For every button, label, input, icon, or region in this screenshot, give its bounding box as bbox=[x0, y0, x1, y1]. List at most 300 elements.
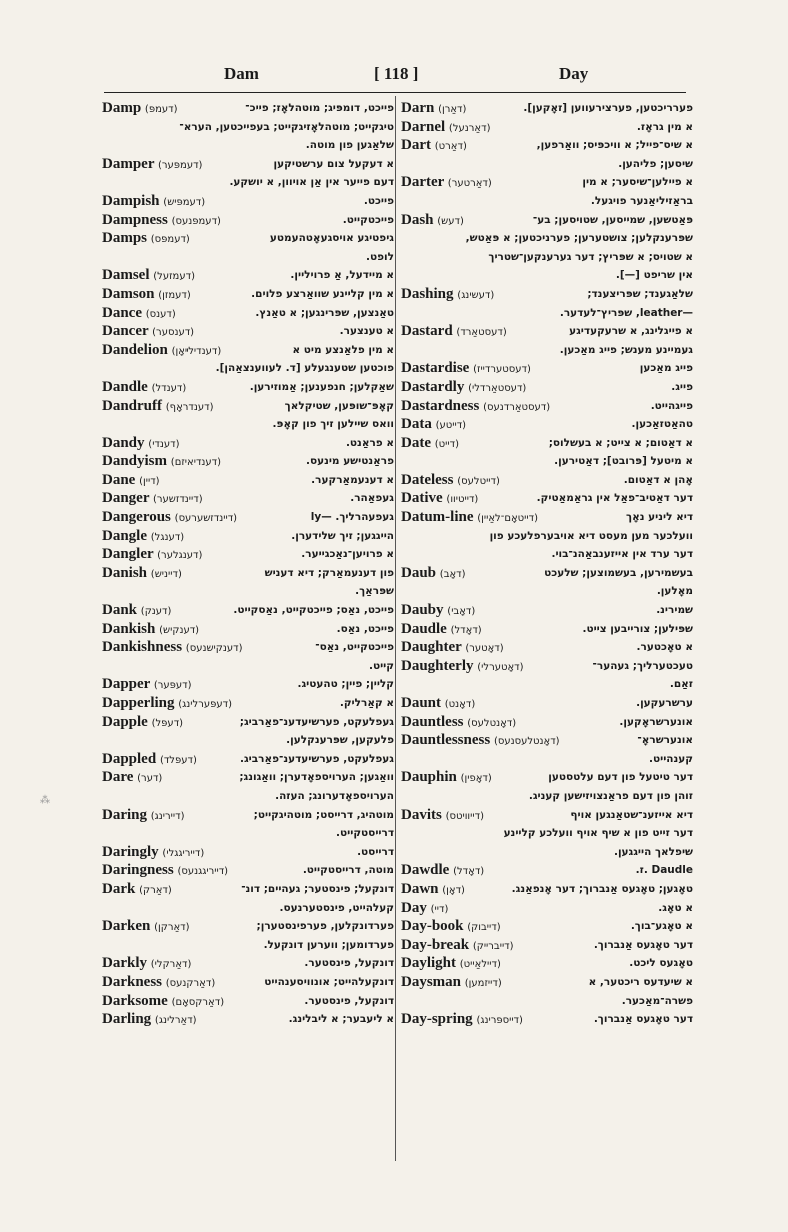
definition: א מין פלאַנצע מיט א bbox=[292, 343, 394, 356]
definition: זאַם. bbox=[669, 678, 693, 691]
entry-continuation bbox=[401, 248, 693, 267]
headword bbox=[401, 954, 501, 973]
headword bbox=[102, 713, 183, 732]
headword-text: Daring bbox=[102, 806, 147, 823]
dictionary-entry bbox=[102, 954, 394, 973]
dictionary-entry bbox=[401, 99, 693, 118]
headword bbox=[401, 359, 531, 378]
headword-text: Damp bbox=[102, 100, 142, 116]
definition: מוטה, דרייסטקייט. bbox=[302, 864, 394, 877]
pronunciation: (דענדראָף) bbox=[165, 401, 214, 413]
dictionary-entry bbox=[102, 489, 394, 508]
headword-text: Damsel bbox=[102, 267, 150, 284]
headword bbox=[102, 489, 203, 508]
dictionary-entry bbox=[102, 601, 394, 620]
definition: געפלעקט, פערשיעדענ־פאַרביג. bbox=[239, 752, 394, 765]
headword bbox=[102, 434, 180, 453]
dictionary-entry bbox=[401, 973, 693, 992]
headword-text: Dapperling bbox=[102, 695, 175, 711]
definition: א מין קליינע שוואַרצע פלוים. bbox=[251, 287, 394, 300]
headword-text: Danger bbox=[102, 490, 150, 507]
headword bbox=[102, 452, 221, 471]
dictionary-entry bbox=[102, 397, 394, 416]
headword-text: Dateless bbox=[401, 471, 454, 488]
headword-text: Dandyism bbox=[102, 453, 168, 470]
headword bbox=[401, 731, 560, 750]
pronunciation: (דענקישנעס) bbox=[185, 643, 243, 655]
entry-continuation bbox=[401, 843, 693, 862]
headword-text: Daub bbox=[401, 564, 437, 581]
dictionary-entry bbox=[102, 973, 394, 992]
pronunciation: (דעמפּער) bbox=[157, 159, 203, 171]
pronunciation: (דאָפין) bbox=[460, 773, 492, 785]
pronunciation: (דאָטערלי) bbox=[477, 661, 524, 673]
pronunciation: (דענדל) bbox=[151, 382, 187, 394]
margin-stamp-icon: ⁂ bbox=[40, 795, 50, 806]
pronunciation: (דאָב) bbox=[439, 568, 466, 580]
headword bbox=[401, 322, 507, 341]
pronunciation: (דעמפּנעס) bbox=[171, 215, 221, 227]
headword bbox=[102, 266, 195, 285]
pronunciation: (דייוויטס) bbox=[445, 810, 484, 822]
headword bbox=[102, 750, 197, 769]
headword-text: Daysman bbox=[401, 973, 462, 990]
headword-text: Daudle bbox=[401, 620, 447, 637]
pronunciation: (דאַרקלי) bbox=[150, 959, 192, 971]
definition: א מין גראָז. bbox=[636, 120, 693, 133]
headword-text: Dart bbox=[401, 137, 431, 154]
pronunciation: (דאַרנעל) bbox=[448, 122, 491, 134]
dictionary-entry bbox=[401, 211, 693, 230]
dictionary-entry bbox=[102, 155, 394, 174]
pronunciation: (דעמפּס) bbox=[150, 234, 190, 246]
headword bbox=[401, 861, 484, 880]
headword bbox=[102, 564, 182, 583]
column-divider bbox=[395, 96, 396, 1161]
dictionary-entry bbox=[401, 359, 693, 378]
headword-text: Dastard bbox=[401, 323, 453, 340]
headword-text: Darter bbox=[401, 174, 445, 191]
right-column bbox=[401, 99, 693, 1161]
page-header bbox=[104, 64, 686, 88]
dictionary-entry bbox=[401, 1010, 693, 1029]
dictionary-entry bbox=[401, 768, 693, 787]
dictionary-entry bbox=[401, 620, 693, 639]
headword-text: Date bbox=[401, 434, 431, 451]
definition: בראַזיליאַנער פויגעל. bbox=[590, 194, 693, 207]
entry-continuation bbox=[401, 155, 693, 174]
headword-text: Dancer bbox=[102, 323, 149, 340]
headword bbox=[401, 936, 514, 955]
definition: קעלהייט, פינסטערנעס. bbox=[279, 901, 394, 914]
pronunciation: (דעשינג) bbox=[457, 289, 495, 301]
definition: אונערשראָ־ bbox=[637, 734, 693, 747]
definition: פייגהייט. bbox=[650, 399, 693, 412]
headword-text: Davits bbox=[401, 806, 442, 823]
pronunciation: (דיירינג) bbox=[150, 810, 185, 822]
dictionary-entry bbox=[401, 415, 693, 434]
definition: דונקעלהייט; אונוויסענהייט bbox=[264, 975, 394, 988]
headword bbox=[401, 378, 526, 397]
headword bbox=[401, 285, 494, 304]
dictionary-entry bbox=[102, 434, 394, 453]
dictionary-entry bbox=[102, 638, 394, 657]
dictionary-entry bbox=[102, 304, 394, 323]
dictionary-entry bbox=[401, 861, 693, 880]
definition: א קאַרליק. bbox=[339, 697, 394, 709]
entry-continuation bbox=[401, 992, 693, 1011]
pronunciation: (דער) bbox=[137, 773, 163, 785]
dictionary-entry bbox=[102, 675, 394, 694]
headword bbox=[102, 843, 204, 862]
dictionary-entry bbox=[401, 917, 693, 936]
dictionary-entry bbox=[102, 452, 394, 471]
entry-continuation bbox=[102, 657, 394, 676]
entry-continuation bbox=[102, 936, 394, 955]
definition: קייט. bbox=[368, 659, 394, 672]
entry-continuation bbox=[102, 415, 394, 434]
headword-text: Daunt bbox=[401, 695, 442, 711]
headword-text: Darn bbox=[401, 100, 435, 116]
definition: דיא ליניע נאָך bbox=[626, 511, 693, 524]
definition: פשרה־מאַכער. bbox=[621, 994, 693, 1007]
dictionary-entry bbox=[401, 173, 693, 192]
definition: הערויספאָדערונג; העזה. bbox=[275, 789, 394, 802]
definition: טהאַטזאַכען. bbox=[631, 418, 693, 431]
headword bbox=[102, 638, 243, 657]
headword bbox=[102, 508, 237, 527]
headword-text: Dankish bbox=[102, 620, 156, 637]
definition: א טענצער. bbox=[339, 325, 394, 338]
pronunciation: (דענדילײאָן) bbox=[171, 345, 222, 357]
definition: פייכט, נאַס; פייכטקייט, נאַסקייט. bbox=[233, 604, 394, 617]
definition: א מיידעל, אַ פרויליין. bbox=[290, 269, 394, 282]
pronunciation: (דיין) bbox=[139, 475, 160, 487]
pronunciation: (דעסטערדייז) bbox=[473, 364, 531, 376]
headword-text: Dankishness bbox=[102, 639, 183, 656]
headword bbox=[401, 880, 465, 899]
pronunciation: (דענס) bbox=[145, 308, 176, 320]
dictionary-entry bbox=[401, 489, 693, 508]
entry-continuation bbox=[102, 899, 394, 918]
definition: א טאָגע־בוך. bbox=[630, 920, 693, 933]
definition: דרייסטקייט. bbox=[336, 827, 394, 840]
dictionary-entry bbox=[102, 266, 394, 285]
headword-text: Dawdle bbox=[401, 862, 450, 879]
definition: שפּרענקלען; צושטערען; פערניכטען; א פּאַטש, bbox=[465, 232, 693, 245]
pronunciation: (דיינדזשערעס) bbox=[174, 513, 238, 525]
headword-text: Dappled bbox=[102, 750, 157, 767]
dictionary-entry bbox=[102, 713, 394, 732]
definition: קאָפּ־שופּען, שטיקלאך bbox=[284, 399, 394, 412]
headword bbox=[102, 471, 160, 490]
headword-text: Dashing bbox=[401, 285, 454, 302]
headword bbox=[102, 694, 232, 713]
headword bbox=[401, 415, 466, 434]
headword bbox=[102, 954, 191, 973]
definition: אָהן א דאַטום. bbox=[623, 473, 693, 486]
dictionary-entry bbox=[102, 211, 394, 230]
definition: וואַגען; הערויספאָדערן; וואַגונג; bbox=[239, 771, 394, 784]
definition: מאָלען. bbox=[656, 585, 693, 598]
pronunciation: (דייברייק) bbox=[472, 940, 514, 952]
dictionary-entry bbox=[401, 936, 693, 955]
headword-text: Darksome bbox=[102, 992, 168, 1009]
pronunciation: (דייטלעס) bbox=[457, 475, 500, 487]
dictionary-entry bbox=[401, 397, 693, 416]
headword-text: Dastardly bbox=[401, 378, 465, 395]
definition: שיפלאך הייגגען. bbox=[613, 845, 693, 858]
definition: וועלכער מען מעסט דיא אויבערפלעכע פון bbox=[489, 529, 693, 542]
pronunciation: (דענדי) bbox=[148, 438, 180, 450]
pronunciation: (דענגל) bbox=[150, 531, 185, 543]
definition: פייכטקייט. bbox=[342, 213, 394, 226]
headword bbox=[401, 489, 478, 508]
definition: א דאַטום; א צייט; א בעשלוס; bbox=[548, 436, 693, 449]
headword-text: Dandle bbox=[102, 378, 148, 395]
headword bbox=[102, 341, 221, 360]
pronunciation: (דעסטאַרדנעס) bbox=[483, 401, 551, 413]
definition: פערריכטען, פערצירעווען [זאָקען]. bbox=[523, 102, 693, 114]
definition: פלעקען, שפּרענקלען. bbox=[286, 734, 394, 747]
definition: א פייגלינג, א שרעקעדיגע bbox=[569, 325, 693, 338]
headword bbox=[102, 285, 191, 304]
pronunciation: (דעפּערלינג) bbox=[178, 699, 232, 710]
definition: פייכט, דומפּיג; מוטהלאָז; פייכ־ bbox=[245, 102, 394, 114]
dictionary-entry bbox=[401, 322, 693, 341]
definition: א דענעמאַרקער. bbox=[311, 473, 394, 486]
headword-text: Day-break bbox=[401, 936, 470, 953]
entry-continuation bbox=[401, 266, 693, 285]
pronunciation: (דענדיאיזם) bbox=[170, 457, 222, 469]
definition: —leather, שפּריץ־לעדער. bbox=[559, 306, 693, 319]
definition: פראַנטישע מינעס. bbox=[305, 455, 394, 468]
definition: שפּילען; צורייבען צייט. bbox=[582, 622, 693, 635]
headword-text: Dark bbox=[102, 880, 136, 897]
headword-text: Dance bbox=[102, 304, 142, 321]
dictionary-entry bbox=[102, 378, 394, 397]
dictionary-entry bbox=[102, 917, 394, 936]
definition: דער זייט פון א שיף אויף וועלכע קליינע bbox=[503, 827, 693, 840]
headword-text: Darken bbox=[102, 918, 151, 935]
headword-text: Day-spring bbox=[401, 1011, 473, 1028]
headword-text: Dare bbox=[102, 769, 134, 786]
headword-text: Daylight bbox=[401, 955, 457, 972]
dictionary-entry bbox=[102, 620, 394, 639]
headword-text: Dampish bbox=[102, 192, 160, 209]
dictionary-entry bbox=[401, 806, 693, 825]
guide-word-right: Day bbox=[559, 64, 589, 83]
entry-continuation bbox=[102, 173, 394, 192]
pronunciation: (דענק) bbox=[140, 606, 172, 618]
headword bbox=[401, 917, 501, 936]
headword-text: Dandruff bbox=[102, 397, 163, 414]
headword bbox=[102, 378, 186, 397]
headword-text: Darkly bbox=[102, 955, 147, 972]
headword-text: Data bbox=[401, 416, 432, 433]
headword-text: Dangler bbox=[102, 546, 154, 563]
definition: שמירינ. bbox=[656, 604, 693, 617]
entry-continuation bbox=[102, 359, 394, 378]
headword bbox=[102, 1010, 197, 1029]
definition: שיסען; פליהען. bbox=[618, 157, 693, 170]
pronunciation: (דעמפּיש) bbox=[163, 196, 206, 208]
headword bbox=[401, 899, 448, 918]
dictionary-entry bbox=[102, 750, 394, 769]
entry-continuation bbox=[401, 582, 693, 601]
entry-continuation bbox=[401, 824, 693, 843]
headword-text: Dash bbox=[401, 211, 434, 228]
pronunciation: (דעפּלד) bbox=[159, 754, 197, 766]
dictionary-entry bbox=[102, 527, 394, 546]
entry-continuation bbox=[401, 229, 693, 248]
entry-continuation bbox=[401, 452, 693, 471]
entry-continuation bbox=[401, 304, 693, 323]
dictionary-entry bbox=[401, 471, 693, 490]
dictionary-entry bbox=[102, 545, 394, 564]
dictionary-entry bbox=[102, 861, 394, 880]
pronunciation: (דייט) bbox=[434, 438, 459, 450]
pronunciation: (דייניש) bbox=[150, 568, 182, 580]
definition: אונערשראָקען. bbox=[619, 715, 693, 728]
definition: דער טאָגעס אַנברוך. bbox=[593, 938, 693, 951]
headword bbox=[401, 508, 538, 527]
headword-text: Damps bbox=[102, 230, 148, 247]
dictionary-entry bbox=[401, 899, 693, 918]
headword-text: Dawn bbox=[401, 880, 439, 897]
pronunciation: (דעמזעל) bbox=[153, 271, 195, 283]
definition: טאָגען; טאָגעס אַנברוך; דער אָנפאַנג. bbox=[511, 882, 693, 895]
definition: פייכטקייט, נאַס־ bbox=[315, 641, 394, 654]
headword bbox=[401, 973, 502, 992]
headword bbox=[401, 1010, 523, 1029]
definition: א ליעבער; א ליבלינג. bbox=[288, 1013, 394, 1026]
headword-text: Daringly bbox=[102, 843, 159, 860]
headword-text: Dauntless bbox=[401, 713, 464, 730]
dictionary-entry bbox=[401, 378, 693, 397]
pronunciation: (דייטאָם־לאַיין) bbox=[477, 513, 538, 525]
headword bbox=[401, 118, 490, 137]
entry-continuation bbox=[102, 787, 394, 806]
headword bbox=[102, 768, 162, 787]
headword-text: Dangerous bbox=[102, 509, 171, 526]
headword bbox=[401, 713, 516, 732]
pronunciation: (דענקיש) bbox=[159, 624, 200, 636]
pronunciation: (דאָדל) bbox=[450, 624, 482, 636]
headword bbox=[401, 99, 466, 118]
dictionary-entry bbox=[102, 471, 394, 490]
headword-text: Daughterly bbox=[401, 657, 474, 674]
headword-text: Dank bbox=[102, 602, 138, 619]
dictionary-entry bbox=[102, 285, 394, 304]
dictionary-entry bbox=[102, 1010, 394, 1029]
headword-text: Damper bbox=[102, 155, 155, 172]
dictionary-entry bbox=[401, 694, 693, 713]
definition: א טאָג. bbox=[658, 901, 693, 914]
entry-continuation bbox=[102, 582, 394, 601]
definition: א פראַנט. bbox=[345, 436, 394, 449]
definition: געפעהרליך. —ly bbox=[310, 511, 394, 524]
headword bbox=[401, 471, 500, 490]
definition: דער טאָגעס אַנברוך. bbox=[593, 1013, 693, 1026]
headword-text: Dangle bbox=[102, 527, 147, 544]
headword bbox=[401, 694, 475, 713]
headword-text: Day bbox=[401, 899, 427, 916]
headword-text: Darkness bbox=[102, 973, 163, 990]
headword bbox=[102, 322, 194, 341]
definition: פוכטען שטענגעלע [ד. לעווענצאַהן]. bbox=[215, 362, 394, 375]
definition: טאַנצען, שפּרינגען; א טאַנץ. bbox=[255, 306, 394, 319]
headword-text: Darnel bbox=[401, 118, 446, 135]
entry-continuation bbox=[401, 787, 693, 806]
definition: פערדונקלען, פערפינסטערן; bbox=[256, 920, 394, 933]
headword bbox=[401, 173, 492, 192]
headword bbox=[401, 638, 504, 657]
headword bbox=[102, 545, 202, 564]
dictionary-entry bbox=[401, 713, 693, 732]
entry-continuation bbox=[401, 341, 693, 360]
entry-continuation bbox=[102, 118, 394, 137]
dictionary-entry bbox=[102, 768, 394, 787]
dictionary-entry bbox=[401, 601, 693, 620]
definition: געפלעקט, פערשיעדענ־פאַרביג; bbox=[239, 715, 394, 728]
headword bbox=[102, 973, 215, 992]
headword bbox=[102, 397, 214, 416]
headword-text: Dauphin bbox=[401, 769, 457, 786]
headword bbox=[102, 192, 205, 211]
definition: דרייסט. bbox=[357, 845, 394, 858]
dictionary-entry bbox=[401, 564, 693, 583]
definition: א פיילען־שיסער; א מין bbox=[582, 176, 693, 189]
headword bbox=[102, 917, 190, 936]
pronunciation: (דאַרקנעס) bbox=[165, 977, 216, 989]
pronunciation: (דאַרק) bbox=[139, 884, 172, 896]
headword bbox=[102, 806, 185, 825]
definition: דונקעל, פינסטער. bbox=[304, 957, 394, 970]
headword-text: Danish bbox=[102, 564, 148, 581]
headword bbox=[401, 806, 484, 825]
definition: דיא אייזענ־שטאַנגען אויף bbox=[570, 808, 693, 821]
dictionary-entry bbox=[401, 508, 693, 527]
dictionary-entry bbox=[401, 118, 693, 137]
dictionary-entry bbox=[401, 731, 693, 750]
definition: זוהן פון דעם פראַנצויזישען קעניג. bbox=[528, 789, 693, 802]
definition: א שיס־פייל; א וויכפּיס; וואַרפען, bbox=[536, 139, 693, 152]
pronunciation: (דאַרקסאָם) bbox=[171, 996, 225, 1008]
headword-text: Dandy bbox=[102, 434, 145, 451]
pronunciation: (דייריגגלי) bbox=[162, 847, 205, 859]
pronunciation: (דיינדזשער) bbox=[152, 494, 203, 506]
pronunciation: (דעפּל) bbox=[151, 717, 184, 729]
pronunciation: (דאָנטלעס) bbox=[467, 717, 517, 729]
dictionary-entry bbox=[102, 99, 394, 118]
pronunciation: (דייטיוו) bbox=[446, 494, 479, 506]
dictionary-entry bbox=[102, 229, 394, 248]
definition: געפאַהר. bbox=[350, 492, 394, 505]
pronunciation: (דיילאַייט) bbox=[459, 959, 501, 971]
definition: געמיינע מענש; פייג מאַכען. bbox=[559, 343, 693, 356]
definition: הייגגען; זיך שלידערן. bbox=[291, 529, 394, 542]
definition: שלאַגען פון מוטה. bbox=[305, 139, 394, 152]
definition: טעכטערליך; געהער־ bbox=[592, 659, 693, 672]
headword bbox=[401, 397, 550, 416]
headword-text: Dapple bbox=[102, 713, 148, 730]
pronunciation: (דעש) bbox=[437, 215, 464, 227]
definition: דער ערד אין אייזענבאַהנ־בוי. bbox=[551, 548, 693, 561]
headword bbox=[102, 211, 221, 230]
pronunciation: (דאַרלינג) bbox=[154, 1015, 197, 1027]
pronunciation: (דייריגגנעס) bbox=[177, 866, 229, 878]
